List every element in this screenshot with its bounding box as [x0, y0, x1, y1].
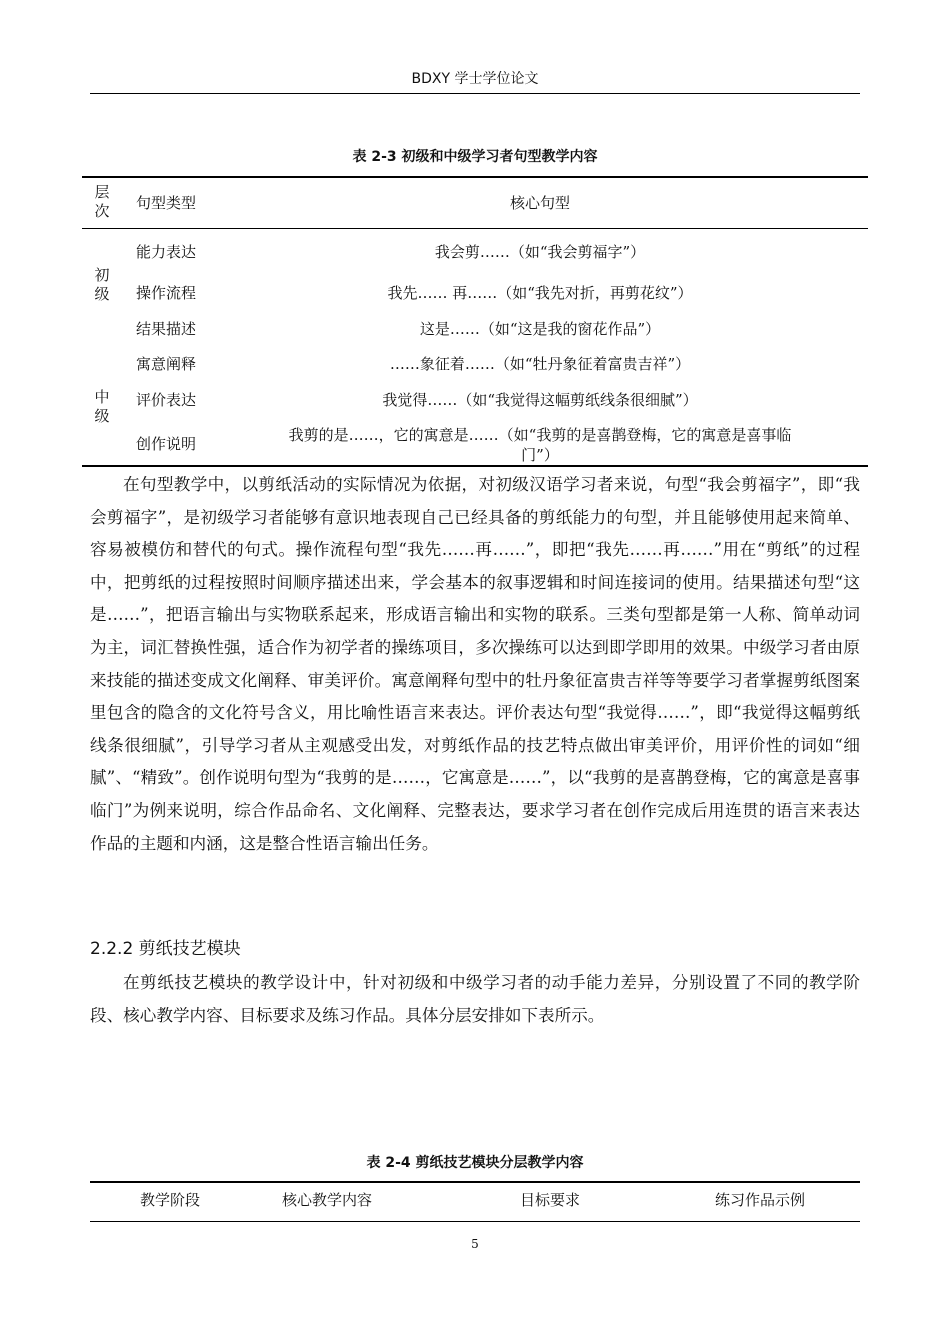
body-paragraph: 在句型教学中，以剪纸活动的实际情况为依据，对初级汉语学习者来说，句型“我会剪福字”，即“我会剪福字”，是初级学习者能够有意识地表现自己已经具备的剪纸能力的句型，并且能够使用起来简单、容易被模仿和替代的句式。操作流程句型“我先……再……”，即把“我先……再……”用在“剪纸”的过程中，把剪纸的过程按照时间顺序描述出来，学会基本的叙事逻辑和时间连接词的使用。结果描述句型“这是……”，把语言输出与实物联系起来，形成语言输出和实物的联系。三类句型都是第一人称、简单动词为主，词汇替换性强，适合作为初学者的操练项目，多次操练可以达到即学即用的效果。中级学习者由原来技能的描述变成文化阐释、审美评价。寓意阐释句型中的牡丹象征富贵吉祥等等要学习者掌握剪纸图案里包含的隐含的文化符号含义，用比喻性语言来表达。评价表达句型“我觉得……”，即“我觉得这幅剪纸线条很细腻”，引导学习者从主观感受出发，对剪纸作品的技艺特点做出审美评价，用评价性的词如“细腻”、“精致”。创作说明句型为“我剪的是……，它寓意是……”，以“我剪的是喜鹊登梅，它的寓意是喜事临门”为例来说明，综合作品命名、文化阐释、完整表达，要求学习者在创作完成后用连贯的语言来表达作品的主题和内涵，这是整合性语言输出任务。: [90, 475, 860, 853]
header-rule: [90, 93, 860, 94]
row-core: 我会剪……（如“我会剪福字”）: [434, 243, 646, 261]
row-core: ……象征着……（如“牡丹象征着富贵吉祥”）: [389, 355, 691, 373]
table-2-4-header: 教学阶段: [139, 1191, 200, 1209]
row-type: 能力表达: [136, 243, 197, 261]
section-heading: 2.2.2 剪纸技艺模块: [90, 939, 241, 959]
level-beginner: 初级: [94, 266, 110, 303]
table-2-4-header-rule: [90, 1221, 860, 1222]
table-2-3-header-rule: [82, 228, 868, 229]
row-type: 寓意阐释: [136, 355, 197, 373]
row-core: 我觉得……（如“我觉得这幅剪纸线条很细腻”）: [382, 391, 698, 409]
level-intermediate: 中级: [94, 388, 110, 425]
table-2-3-bottom-rule: [82, 465, 868, 467]
running-header: BDXY 学士学位论文: [411, 71, 539, 87]
row-type: 创作说明: [136, 435, 197, 453]
table-2-3-header-level: 层次: [94, 183, 110, 220]
table-2-4-header: 核心教学内容: [281, 1191, 372, 1209]
row-core: 我先…… 再……（如“我先对折，再剪花纹”）: [387, 284, 693, 302]
page-number: 5: [471, 1237, 479, 1251]
row-type: 操作流程: [136, 284, 197, 302]
table-2-4-header: 练习作品示例: [714, 1191, 805, 1209]
row-core-line2: 门”）: [521, 446, 559, 464]
row-core-line1: 我剪的是……，它的寓意是……（如“我剪的是喜鹊登梅，它的寓意是喜事临: [288, 426, 792, 444]
table-2-3-header-type: 句型类型: [136, 194, 197, 212]
body-paragraph: 在剪纸技艺模块的教学设计中，针对初级和中级学习者的动手能力差异，分别设置了不同的教学阶段、核心教学内容、目标要求及练习作品。具体分层安排如下表所示。: [90, 973, 860, 1025]
table-2-4-caption: 表 2-4 剪纸技艺模块分层教学内容: [366, 1155, 584, 1171]
table-2-3-caption: 表 2-3 初级和中级学习者句型教学内容: [352, 149, 598, 165]
table-2-3-header-core: 核心句型: [509, 194, 570, 212]
table-2-4-header: 目标要求: [519, 1191, 580, 1209]
row-core: 这是……（如“这是我的窗花作品”）: [419, 320, 661, 338]
table-2-3-top-rule: [82, 176, 868, 178]
row-type: 结果描述: [136, 320, 197, 338]
table-2-4-top-rule: [90, 1181, 860, 1183]
row-type: 评价表达: [136, 391, 197, 409]
